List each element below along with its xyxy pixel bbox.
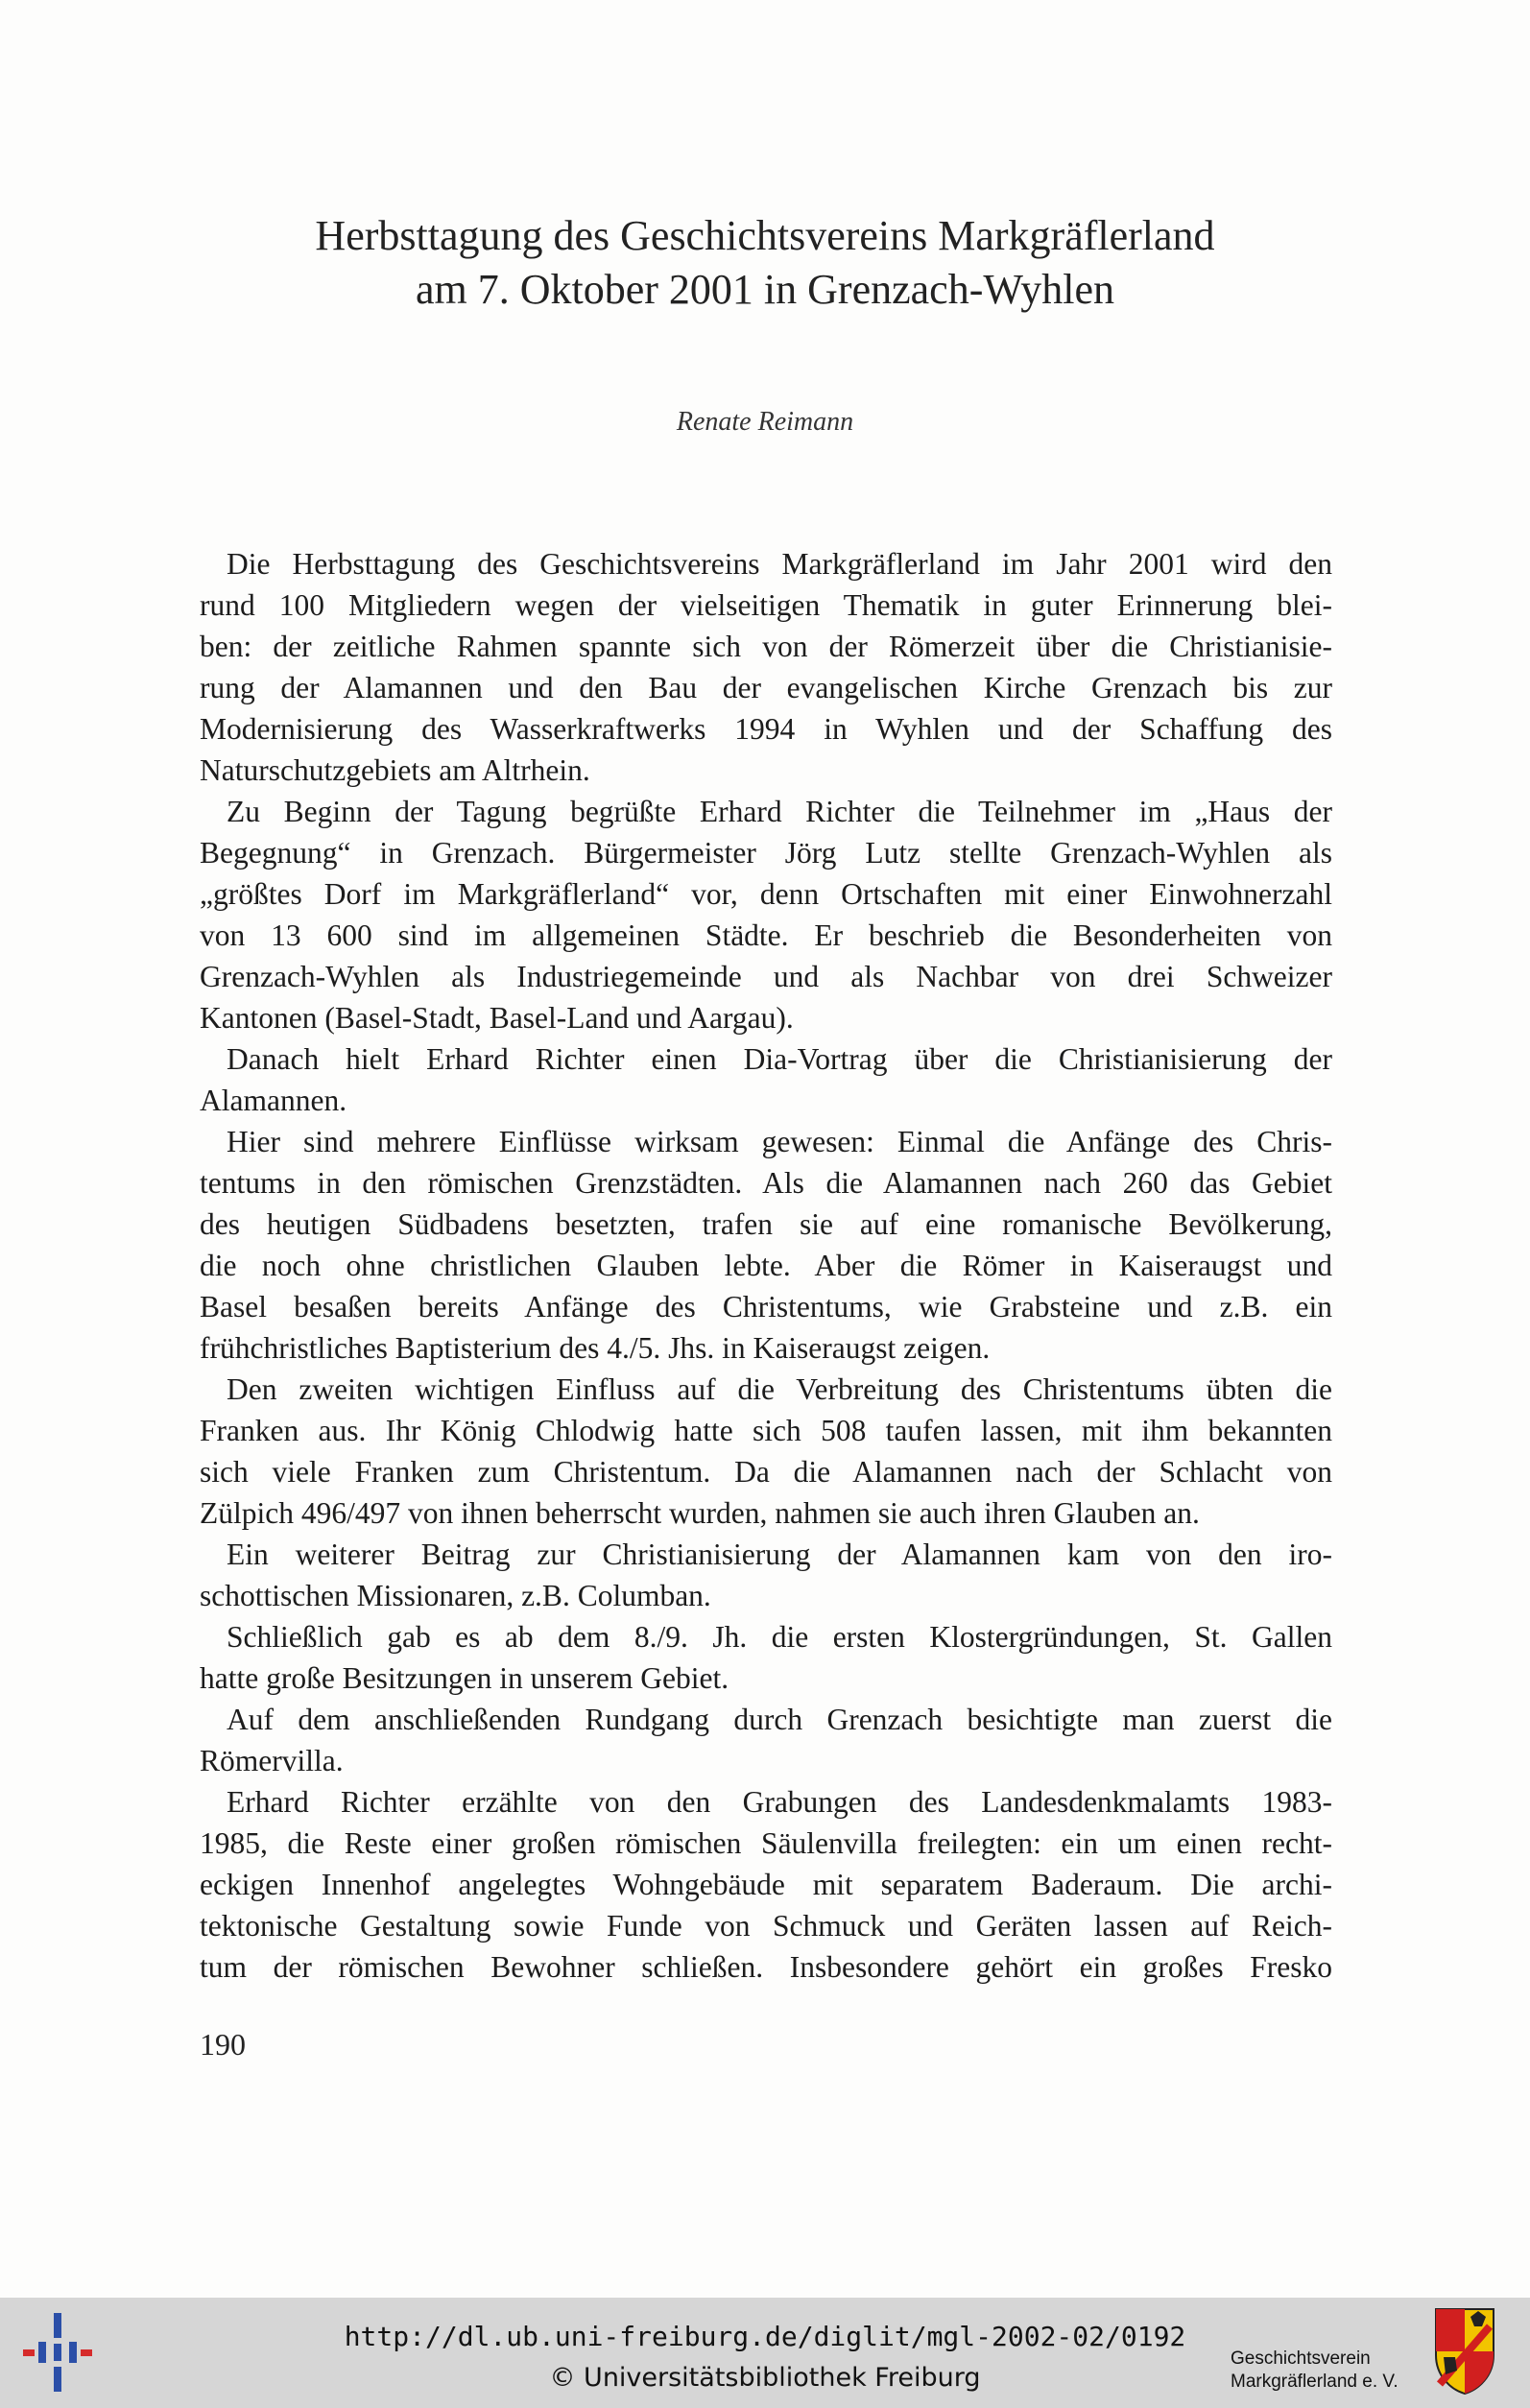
text-line: tektonische Gestaltung sowie Funde von Schmuck und Geräten lassen auf Reich- [200, 1909, 1332, 1943]
article-title-line-2: am 7. Oktober 2001 in Grenzach-Wyhlen [416, 266, 1114, 313]
text-line: Alamannen. [200, 1084, 347, 1117]
text-line: Basel besaßen bereits Anfänge des Christentums, wie Grabsteine und z.B. ein [200, 1290, 1332, 1323]
text-line: tum der römischen Bewohner schließen. Insbesondere gehört ein großes Fresko [200, 1950, 1332, 1984]
society-name-line-1: Geschichtsverein [1231, 2348, 1371, 2369]
text-line: rund 100 Mitgliedern wegen der vielseitigen Thematik in guter Erinnerung blei- [200, 588, 1332, 622]
text-line: tentums in den römischen Grenzstädten. Als die Alamannen nach 260 das Gebiet [200, 1166, 1332, 1200]
text-line: Den zweiten wichtigen Einfluss auf die Verbreitung des Christentums übten die [227, 1372, 1332, 1406]
coat-of-arms-icon [1434, 2307, 1495, 2396]
text-line: Zülpich 496/497 von ihnen beherrscht wurden, nahmen sie auch ihren Glauben an. [200, 1496, 1200, 1530]
footer-url-link[interactable]: http://dl.ub.uni-freiburg.de/diglit/mgl-2002-02/0192 [344, 2321, 1186, 2352]
society-name [1231, 2348, 1422, 2394]
text-line: Zu Beginn der Tagung begrüßte Erhard Richter die Teilnehmer im „Haus der [227, 795, 1332, 828]
text-line: ben: der zeitliche Rahmen spannte sich von der Römerzeit über die Christianisie- [200, 630, 1332, 663]
text-line: Franken aus. Ihr König Chlodwig hatte sich 508 taufen lassen, mit ihm bekannten [200, 1414, 1332, 1447]
page-number: 190 [200, 2027, 246, 2062]
text-line: Kantonen (Basel-Stadt, Basel-Land und Aargau). [200, 1001, 794, 1035]
text-line: eckigen Innenhof angelegtes Wohngebäude mit separatem Baderaum. Die archi- [200, 1868, 1332, 1901]
text-line: „größtes Dorf im Markgräflerland“ vor, denn Ortschaften mit einer Einwohnerzahl [200, 877, 1332, 911]
society-name-line-2: Markgräflerland e. V. [1231, 2372, 1399, 2392]
text-line: sich viele Franken zum Christentum. Da die Alamannen nach der Schlacht von [200, 1455, 1332, 1489]
footer-copyright: © Universitätsbibliothek Freiburg [549, 2363, 981, 2393]
text-line: schottischen Missionaren, z.B. Columban. [200, 1579, 711, 1612]
text-line: des heutigen Südbadens besetzten, trafen sie auf eine romanische Bevölkerung, [200, 1207, 1332, 1241]
text-line: frühchristliches Baptisterium des 4./5. Jhs. in Kaiseraugst zeigen. [200, 1331, 991, 1365]
text-line: Naturschutzgebiets am Altrhein. [200, 753, 590, 787]
text-line: Begegnung“ in Grenzach. Bürgermeister Jörg Lutz stellte Grenzach-Wyhlen als [200, 836, 1332, 870]
text-line: Erhard Richter erzählte von den Grabungen des Landesdenkmalamts 1983- [227, 1785, 1332, 1819]
text-line: Grenzach-Wyhlen als Industriegemeinde und als Nachbar von drei Schweizer [200, 960, 1332, 993]
text-line: Modernisierung des Wasserkraftwerks 1994 in Wyhlen und der Schaffung des [200, 712, 1332, 746]
text-line: von 13 600 sind im allgemeinen Städte. Er beschrieb die Besonderheiten von [200, 918, 1332, 952]
text-line: 1985, die Reste einer großen römischen Säulenvilla freilegten: ein um einen recht- [200, 1826, 1332, 1860]
text-line: Schließlich gab es ab dem 8./9. Jh. die ersten Klostergründungen, St. Gallen [227, 1620, 1332, 1654]
text-line: Ein weiterer Beitrag zur Christianisierung der Alamannen kam von den iro- [227, 1538, 1332, 1571]
author-name: Renate Reimann [676, 407, 854, 437]
text-line: Die Herbsttagung des Geschichtsvereins Markgräflerland im Jahr 2001 wird den [227, 547, 1332, 581]
text-line: die noch ohne christlichen Glauben lebte. Aber die Römer in Kaiseraugst und [200, 1249, 1332, 1282]
text-line: hatte große Besitzungen in unserem Gebiet. [200, 1661, 729, 1695]
text-line: Hier sind mehrere Einflüsse wirksam gewesen: Einmal die Anfänge des Chris- [227, 1125, 1332, 1158]
text-line: Römervilla. [200, 1744, 344, 1777]
article-body [200, 543, 1332, 1988]
text-line: Auf dem anschließenden Rundgang durch Grenzach besichtigte man zuerst die [227, 1703, 1332, 1736]
text-line: rung der Alamannen und den Bau der evangelischen Kirche Grenzach bis zur [200, 671, 1332, 704]
article-title-line-1: Herbsttagung des Geschichtsvereins Markgräflerland [315, 212, 1215, 259]
text-line: Danach hielt Erhard Richter einen Dia-Vortrag über die Christianisierung der [227, 1042, 1332, 1076]
